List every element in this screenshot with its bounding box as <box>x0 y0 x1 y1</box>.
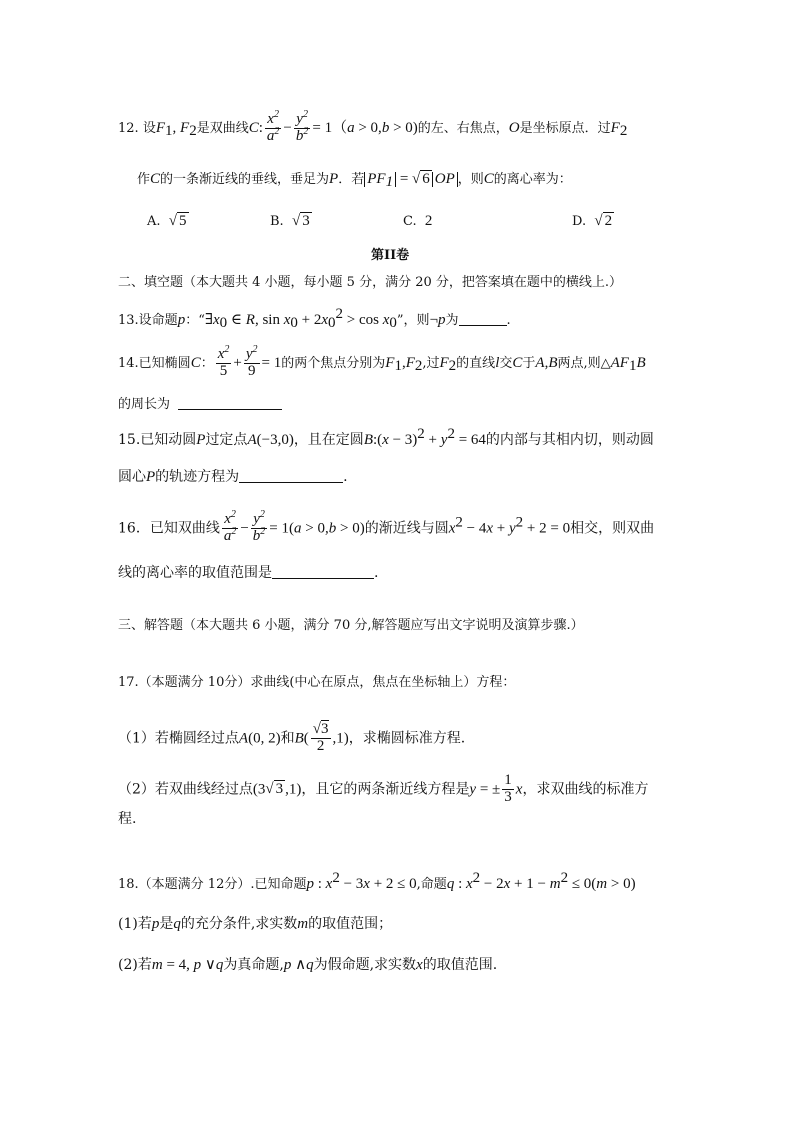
q14-line2 <box>118 397 282 411</box>
q18-text-j: 的取值范围. <box>422 957 498 973</box>
option-c-value: 2 <box>424 213 433 229</box>
q13-line: 13.设命题p：“$\exists x_0$ ∈ R, $\sin x_0 + 2x_0^2 > \cos x_0$”，则¬p为 . <box>118 306 511 331</box>
part3-heading: 三、解答题（本大题共 6 小题，满分 70 分,解答题应写出文字说明及演算步骤.） <box>118 618 584 633</box>
q17-part2-line2: 程. <box>118 811 137 827</box>
q14-text-a: 14.已知椭圆 <box>118 355 191 371</box>
q16-text-b: 的渐近线与圆 <box>364 520 449 537</box>
q12-option-b: B. √ 3 <box>270 213 310 229</box>
q16-text-d: 线的离心率的取值范围是 <box>118 565 272 581</box>
q12-text-c: 的左、右焦点， <box>417 120 509 136</box>
q12-text-b: 是双曲线 <box>196 120 249 136</box>
q16-answer-blank[interactable] <box>272 566 374 579</box>
q12-text-i: 的离心率为： <box>493 172 572 187</box>
q13-text-e: . <box>506 313 511 328</box>
q13-text-c: ”，则 <box>396 313 430 328</box>
q18-text-b: ,命题 <box>416 877 447 892</box>
option-b-label: B. <box>270 214 284 229</box>
q16-line1: 16．已知双曲线 $\frac{x^2}{a^2}$ − $\frac{y^2}{b^2}$ = 1(a > 0,b > 0)的渐近线与圆$x^2 - 4x + y^2 + 2 = 0$相交，则双曲 <box>118 509 655 544</box>
q17-text-a: （1）若椭圆经过点 <box>118 730 239 747</box>
q17-frac-1-3: $\frac{1}{3}$ <box>504 772 512 805</box>
option-d-label: D. <box>572 214 587 229</box>
q16-text-c: 相交，则双曲 <box>570 520 655 537</box>
q12-option-c <box>403 214 432 229</box>
q14-text-b: ： <box>200 355 214 371</box>
q17-text-c: ，求椭圆标准方程. <box>348 730 466 747</box>
q12-number: 12. <box>118 120 139 136</box>
q12-option-a: A. √ 5 <box>147 213 187 229</box>
q12-text-h: ，则 <box>457 172 484 187</box>
q17-part1: （1）若椭圆经过点A(0, 2)和B( $\frac{√3}{2}$ ,1)，求椭圆标准方程. <box>118 721 466 754</box>
q15-text-c: ，且在定圆 <box>293 432 364 448</box>
q14-text-h: 两点,则△ <box>557 355 611 371</box>
q15-line2: 圆心P的轨迹方程为 . <box>118 469 348 485</box>
q12-text-g: ．若 <box>338 172 365 187</box>
q18-text-c: (1)若 <box>118 916 152 932</box>
q12-text-a: 设 <box>142 120 156 136</box>
q14-frac-y: $\frac{y^2}{9}$ <box>245 344 258 379</box>
q17-heading: 17.（本题满分 10分）求曲线(中心在原点，焦点在坐标轴上）方程： <box>118 675 516 690</box>
q12-text-e: 作 <box>137 172 151 187</box>
q18-heading: 18.（本题满分 12分）.已知命题p : $x^2 - 3x + 2 \le 0$,命题q : $x^2 - 2x + 1 - m^2 \le 0(m > 0)$ <box>118 870 636 892</box>
q15-text-g: . <box>343 469 348 485</box>
option-d-value: 2 <box>604 213 613 229</box>
q18-text-f: 的取值范围； <box>308 916 393 932</box>
q18-text-e: 的充分条件,求实数 <box>180 916 298 932</box>
q14-text-line2: 的周长为 <box>118 397 171 412</box>
q18-text-i: 为假命题,求实数 <box>313 957 417 973</box>
q17-part2: （2）若双曲线经过点(3√ 3 ,1)，且它的两条渐近线方程是y = ± $\frac{1}{3}$ x，求双曲线的标准方 <box>118 772 649 805</box>
option-b-value: 3 <box>302 213 310 229</box>
q15-line1: 15.已知动圆P过定点A(−3,0)，且在定圆B:(x − $3)^2 + y^2 = 64$的内部与其相内切，则动圆 <box>118 426 654 448</box>
q12-frac-y: $\frac{y^2}{b^2}$ <box>295 109 309 144</box>
q12-frac-x: $\frac{x^2}{a^2}$ <box>266 109 280 144</box>
q14-text-g: 于 <box>522 355 536 371</box>
part2-heading: 二、填空题（本大题共 4 小题，每小题 5 分，满分 20 分，把答案填在题中的横线上.） <box>118 275 623 290</box>
q14-text-f: 交 <box>499 355 513 371</box>
q16-text-a: 16．已知双曲线 <box>118 520 220 537</box>
q12-option-d: D. √ 2 <box>572 213 613 229</box>
q12-line2: 作C的一条渐近线的垂线，垂足为P．若 $PF_1$ = √ 6 OP ，则C的离心率为： <box>137 171 572 190</box>
q15-answer-blank[interactable] <box>239 470 343 483</box>
q14-answer-blank[interactable] <box>178 397 282 410</box>
q14-text-c: 的两个焦点分别为 <box>281 355 386 371</box>
q16-frac-y: $\frac{y^2}{b^2}$ <box>252 509 266 544</box>
q14-text-e: 的直线 <box>456 355 496 371</box>
q12-text-d: 是坐标原点．过 <box>519 120 611 136</box>
q15-text-f: 的轨迹方程为 <box>155 469 240 485</box>
q18-part2: (2)若m = 4, p ∨q为真命题,p ∧q为假命题,求实数x的取值范围. <box>118 957 498 973</box>
q16-line2 <box>118 566 378 580</box>
q12-text-f: 的一条渐近线的垂线，垂足为 <box>160 172 330 187</box>
q13-text-d: 为 <box>445 313 459 328</box>
q13-answer-blank[interactable] <box>459 313 507 326</box>
q17-text-d: （2）若双曲线经过点 <box>118 781 253 798</box>
q15-text-d: 的内部与其相内切，则动圆 <box>485 432 654 448</box>
option-a-value: 5 <box>179 213 187 229</box>
q13-text-a: 13.设命题 <box>118 313 178 328</box>
q17-text-e: ，且它的两条渐近线方程是 <box>301 781 470 798</box>
q14-line1: 14.已知椭圆C： $\frac{x^2}{5}$ + $\frac{y^2}{9}$ = 1的两个焦点分别为$F_1,F_2$,过$F_2$的直线l交C于A,B两点,则$\triangle AF_1B$ <box>118 344 646 379</box>
q18-part1: (1)若p是q的充分条件,求实数m的取值范围； <box>118 916 393 932</box>
q15-text-e: 圆心 <box>118 469 146 485</box>
option-c-label: C. <box>403 214 417 229</box>
q16-text-e: . <box>374 565 379 581</box>
q18-text-a: 18.（本题满分 12分）.已知命题 <box>118 877 307 892</box>
q18-text-h: 为真命题, <box>223 957 284 973</box>
q13-text-b: ：“ <box>185 313 205 328</box>
q18-text-g: (2)若 <box>118 957 152 973</box>
q15-text-a: 15.已知动圆 <box>118 432 197 448</box>
q17-text-b: 和 <box>280 730 295 747</box>
q12-line1: 12. 设$F_1$, $F_2$是双曲线C: $\frac{x^2}{a^2}$ − $\frac{y^2}{b^2}$ = 1（a > 0,b > 0)的左、右焦点，O是坐标原点．过$F_2$ <box>118 109 628 144</box>
q18-text-d: 是 <box>159 916 174 932</box>
q15-text-b: 过定点 <box>205 432 248 448</box>
option-a-label: A. <box>147 214 161 229</box>
q14-frac-x: $\frac{x^2}{5}$ <box>217 344 230 379</box>
section-title: 第II卷 <box>371 248 410 263</box>
q17-frac-sqrt3-over-2: $\frac{√3}{2}$ <box>312 721 329 754</box>
q14-text-d: ,过 <box>422 355 440 371</box>
q16-frac-x: $\frac{x^2}{a^2}$ <box>223 509 237 544</box>
q17-text-f: ，求双曲线的标准方 <box>522 781 649 798</box>
